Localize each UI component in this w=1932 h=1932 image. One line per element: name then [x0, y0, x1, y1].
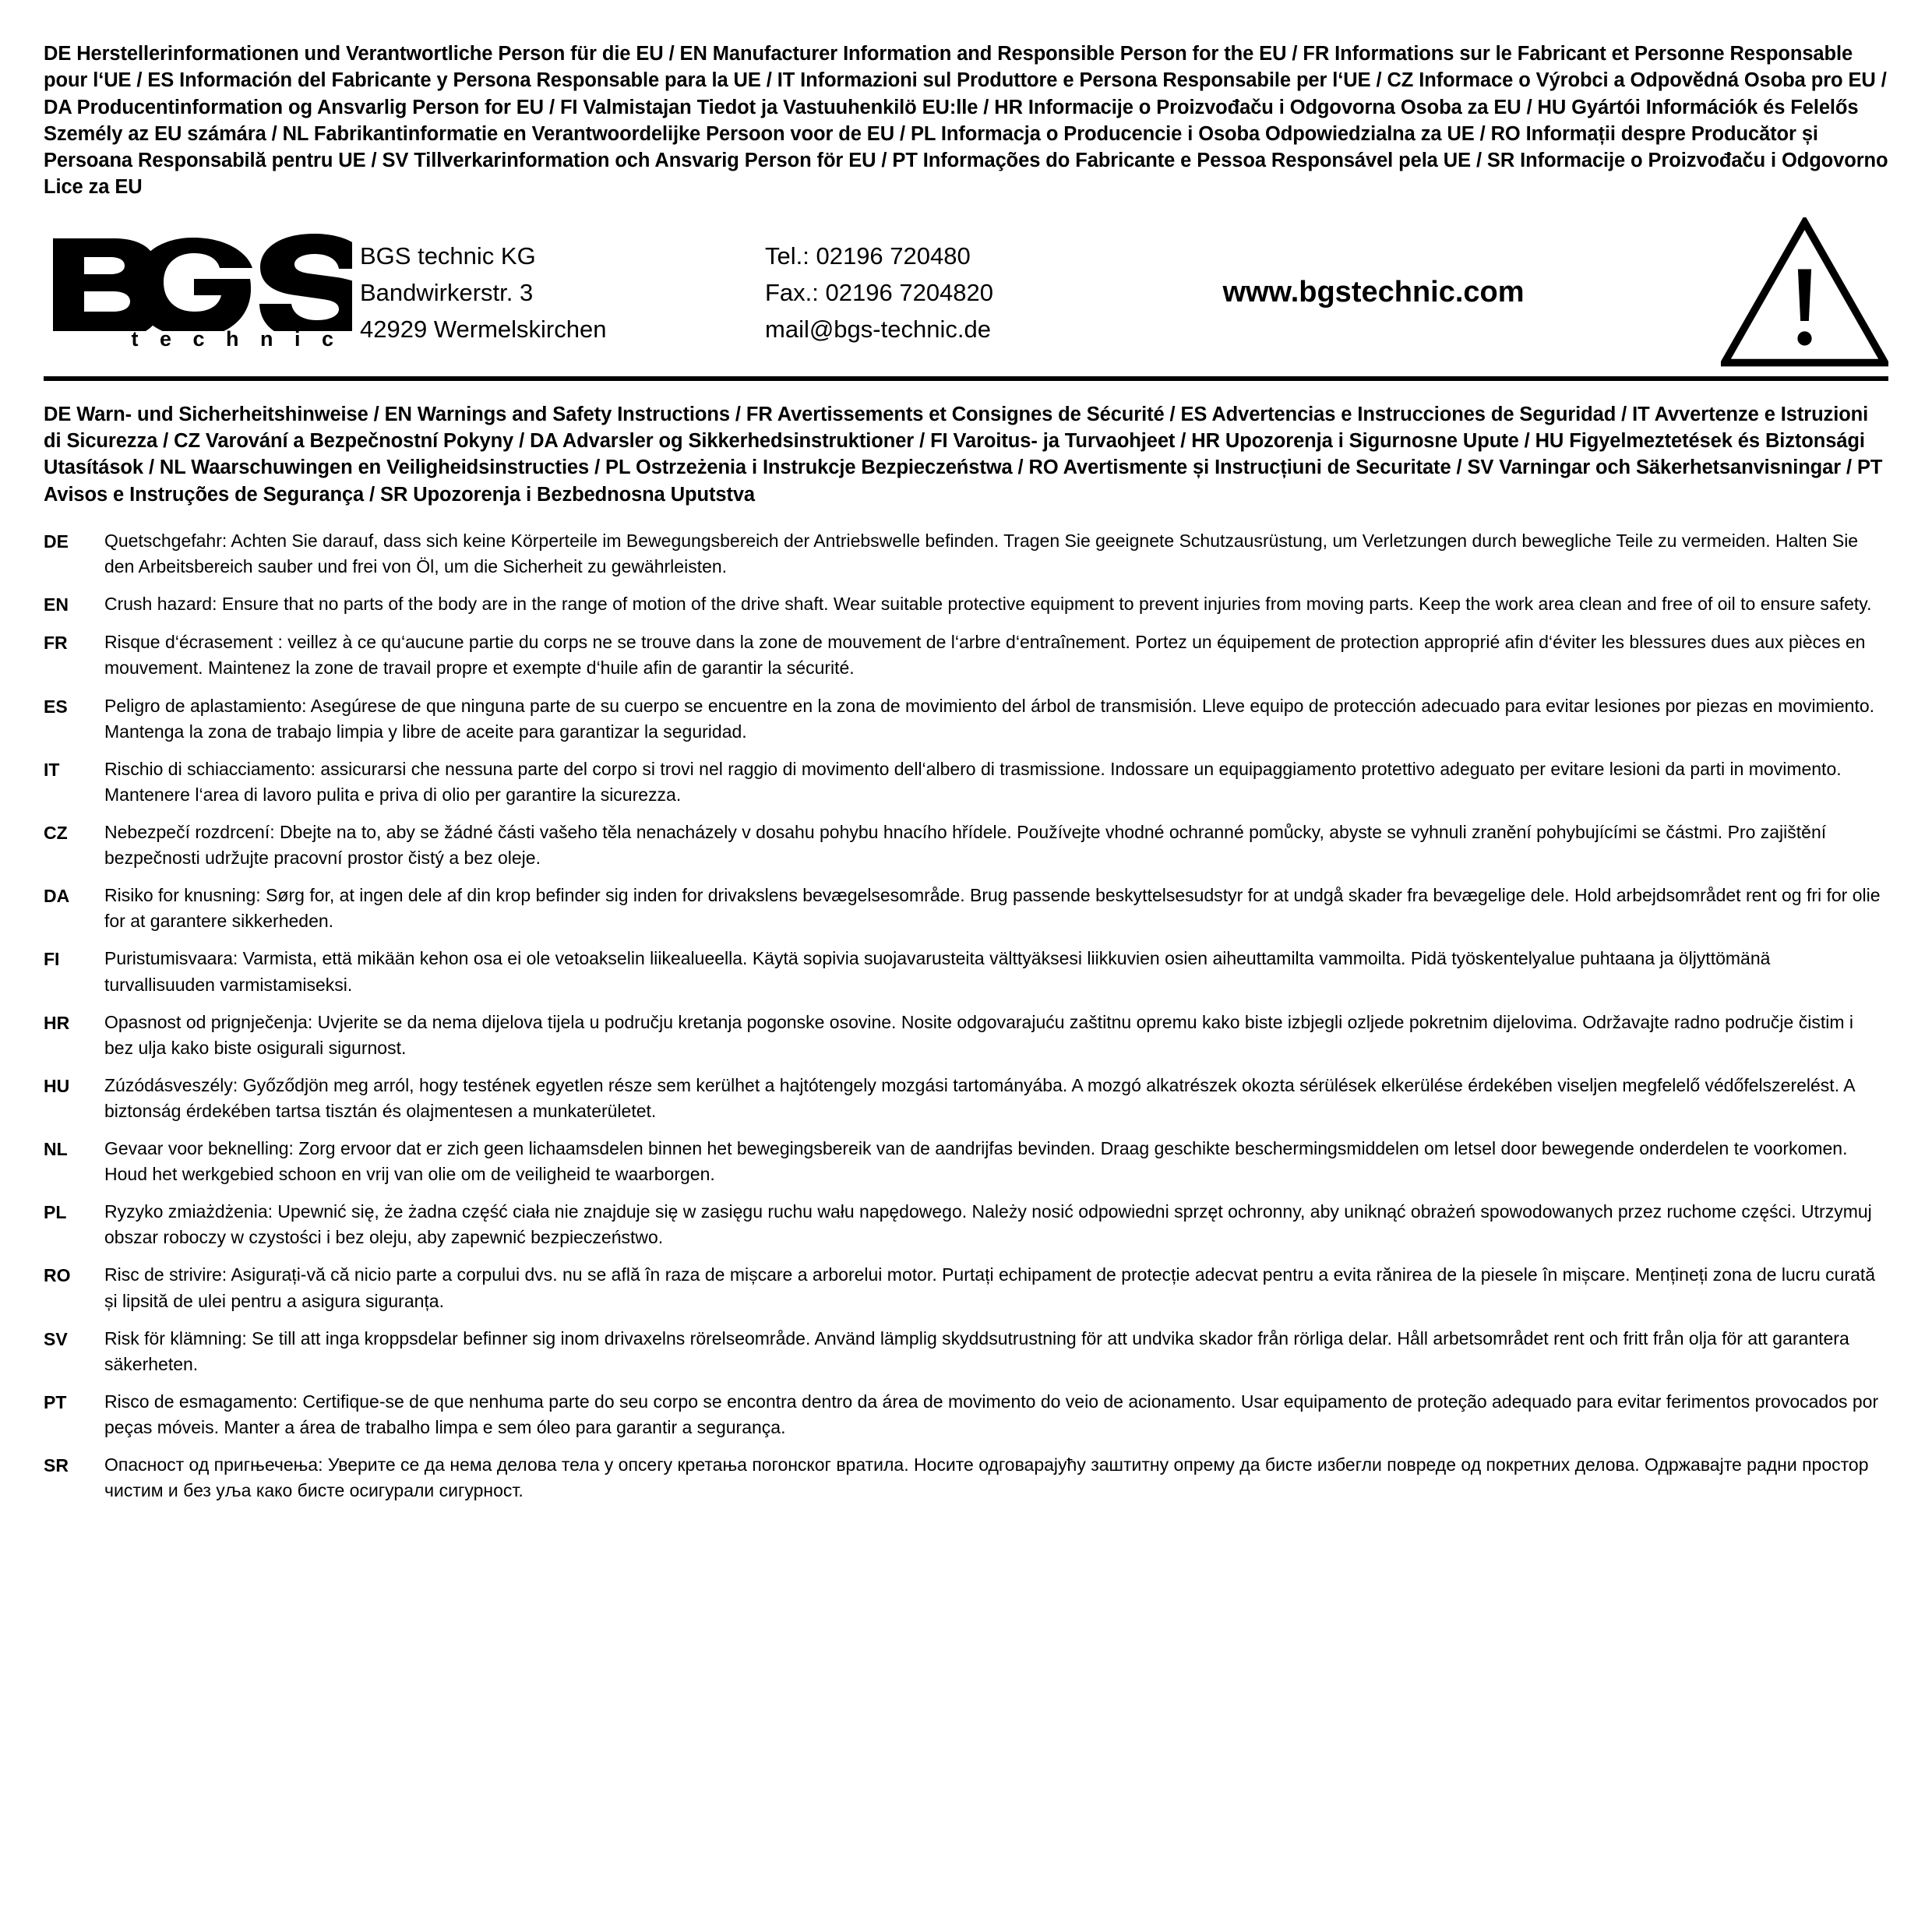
language-code: CZ — [44, 822, 68, 843]
bgs-logo-icon — [48, 234, 352, 331]
company-contact — [765, 238, 1092, 347]
language-code: PT — [44, 1391, 67, 1412]
list-item — [44, 1326, 1888, 1377]
bgs-logo — [44, 234, 360, 351]
company-website: www.bgstechnic.com — [1222, 275, 1525, 308]
company-name: BGS technic KG — [360, 242, 536, 270]
language-code: RO — [44, 1265, 71, 1286]
list-item — [44, 1010, 1888, 1061]
list-item — [44, 1136, 1888, 1187]
language-code: DA — [44, 886, 70, 907]
safety-instructions-list — [44, 528, 1888, 1504]
language-code: NL — [44, 1139, 68, 1160]
company-fax: Fax.: 02196 7204820 — [765, 278, 994, 306]
language-text: Risque d‘écrasement : veillez à ce qu‘aucune partie du corps ne se trouve dans la zone de mouvement de l‘arbre d‘entraînement. Portez un équipement de protection approprié afin d‘éviter les blessures dues aux pièces en mouvement. Maintenez la zone de travail propre et exempte d‘huile afin de garantir la sécurité. — [104, 632, 1866, 679]
language-text: Risk för klämning: Se till att inga kroppsdelar befinner sig inom drivaxelns rörelseområde. Använd lämplig skyddsutrustning för att undvika skador från rörliga delar. Håll arbetsområdet rent och fritt från olja för att garantera säkerheten. — [104, 1327, 1849, 1374]
list-item — [44, 946, 1888, 997]
language-code: DE — [44, 531, 69, 552]
language-text: Опасност од пригњечења: Уверите се да нема делова тела у опсегу кретања погонског вратила. Носите одговарајућу заштитну опрему да бисте избегли повреде од покретних делова. Одржавајте радни простор чистим и без уља како бисте осигурали сигурност. — [104, 1454, 1869, 1501]
language-code: PL — [44, 1202, 67, 1223]
company-address — [360, 238, 765, 347]
list-item — [44, 1452, 1888, 1504]
language-code: ES — [44, 696, 68, 717]
warning-triangle-icon — [1721, 217, 1888, 368]
company-city: 42929 Wermelskirchen — [360, 315, 607, 343]
warnings-heading: DE Warn- und Sicherheitshinweise / EN Warnings and Safety Instructions / FR Avertissements et Consignes de Sécurité / ES Advertencias e Instrucciones de Seguridad / IT Avvertenze e Istruzioni di Sicurezza / CZ Varování a Bezpečnostní Pokyny / DA Advarsler og Sikkerhedsinstruktioner / FI Varoitus- ja Turvaohjeet / HR Upozorenja i Sigurnosne Upute / HU Figyelmeztetések és Biztonsági Utasítások / NL Waarschuwingen en Veiligheidsinstructies / PL Ostrzeżenia i Instrukcje Bezpieczeństwa / RO Avertismente și Instrucțiuni de Securitate / SV Varningar och Säkerhetsanvisningar / PT Avisos e Instruções de Segurança / SR Upozorenja i Bezbednosna Uputstva — [44, 403, 1883, 506]
list-item — [44, 756, 1888, 808]
warning-triangle — [1701, 217, 1888, 368]
list-item — [44, 1199, 1888, 1250]
bgs-logo-subtitle: t e c h n i c — [131, 326, 341, 351]
list-item — [44, 528, 1888, 580]
language-code: FR — [44, 633, 68, 654]
language-text: Peligro de aplastamiento: Asegúrese de que ninguna parte de su cuerpo se encuentre en la zona de movimiento del árbol de transmisión. Lleve equipo de protección adecuado para evitar lesiones por piezas en movimiento. Mantenga la zona de trabajo limpia y libre de aceite para garantizar la seguridad. — [104, 695, 1875, 742]
language-text: Ryzyko zmiażdżenia: Upewnić się, że żadna część ciała nie znajduje się w zasięgu ruchu wału napędowego. Należy nosić odpowiedni sprzęt ochronny, aby uniknąć obrażeń spowodowanych przez ruchome części. Utrzymuj obszar roboczy w czystości i bez oleju, aby zapewnić bezpieczeństwo. — [104, 1201, 1872, 1248]
language-code: IT — [44, 759, 60, 780]
language-text: Risiko for knusning: Sørg for, at ingen dele af din krop befinder sig inden for drivakslens bevægelsesområde. Brug passende beskyttelsesudstyr for at undgå skader fra bevægelige dele. Hold arbejdsområdet rent og fri for olie for at garantere sikkerheden. — [104, 885, 1881, 932]
language-text: Risc de strivire: Asigurați-vă că nicio parte a corpului dvs. nu se află în raza de mișcare a arborelui motor. Purtați echipament de protecție adecvat pentru a evita rănirea de la piesele în mișcare. Mențineți zona de lucru curată și lipsită de ulei pentru a asigura siguranța. — [104, 1264, 1876, 1311]
list-item — [44, 1073, 1888, 1124]
language-code: HU — [44, 1075, 70, 1096]
language-text: Nebezpečí rozdrcení: Dbejte na to, aby se žádné části vašeho těla nenacházely v dosahu pohybu hnacího hřídele. Používejte vhodné ochranné pomůcky, abyste se vyhnuli zranění pohybujícími se částmi. Pro zajištění bezpečnosti udržujte pracovní prostor čistý a bez oleje. — [104, 821, 1827, 869]
language-text: Rischio di schiacciamento: assicurarsi che nessuna parte del corpo si trovi nel raggio di movimento dell‘albero di trasmissione. Indossare un equipaggiamento protettivo adeguato per evitare lesioni da parti in movimento. Mantenere l‘area di lavoro pulita e priva di olio per garantire la sicurezza. — [104, 758, 1842, 805]
language-text: Zúzódásveszély: Győződjön meg arról, hogy testének egyetlen része sem kerülhet a hajtótengely mozgási tartományába. A mozgó alkatrészek okozta sérülések elkerülése érdekében viseljen megfelelő védőfelszerelést. A biztonság érdekében tartsa tisztán és olajmentesen a munkaterületet. — [104, 1074, 1855, 1121]
language-text: Crush hazard: Ensure that no parts of the body are in the range of motion of the drive shaft. Wear suitable protective equipment to prevent injuries from moving parts. Keep the work area clean and free of oil to ensure safety. — [104, 594, 1872, 615]
list-item — [44, 629, 1888, 681]
list-item — [44, 1389, 1888, 1440]
company-telephone: Tel.: 02196 720480 — [765, 242, 971, 270]
company-street: Bandwirkerstr. 3 — [360, 278, 534, 306]
list-item — [44, 820, 1888, 871]
language-text: Gevaar voor beknelling: Zorg ervoor dat er zich geen lichaamsdelen binnen het bewegingsbereik van de aandrijfas bevinden. Draag geschikte beschermingsmiddelen om letsel door bewegende onderdelen te voorkomen. Houd het werkgebied schoon en vrij van olie om de veiligheid te waarborgen. — [104, 1138, 1848, 1185]
language-text: Quetschgefahr: Achten Sie darauf, dass sich keine Körperteile im Bewegungsbereich der Antriebswelle befinden. Tragen Sie geeignete Schutzausrüstung, um Verletzungen durch bewegliche Teile zu vermeiden. Halten Sie den Arbeitsbereich sauber und frei von Öl, um die Sicherheit zu gewährleisten. — [104, 530, 1859, 577]
company-email: mail@bgs-technic.de — [765, 315, 991, 343]
list-item — [44, 883, 1888, 934]
registered-trademark-symbol: ® — [328, 234, 344, 259]
manufacturer-info-heading: DE Herstellerinformationen und Verantwortliche Person für die EU / EN Manufacturer Information and Responsible Person for the EU / FR Informations sur le Fabricant et Personne Responsable pour l‘UE / ES Información del Fabricante y Persona Responsable para la UE / IT Informazioni sul Produttore e Persona Responsabile per l‘UE / CZ Informace o Výrobci a Odpovědná Osoba pro EU / DA Producentinformation og Ansvarlig Person for EU / FI Valmistajan Tiedot ja Vastuuhenkilö EU:lle / HR Informacije o Proizvođaču i Odgovorna Osoba za EU / HU Gyártói Információk és Felelős Személy az EU számára / NL Fabrikantinformatie en Verantwoordelijke Persoon voor de EU / PL Informacja o Producencie i Osoba Odpowiedzialna za UE / RO Informații despre Producător și Persoana Responsabilă pentru UE / SV Tillverkarinformation och Ansvarig Person för EU / PT Informações do Fabricante e Pessoa Responsável pela UE / SR Informacije o Proizvođaču i Odgovorno Lice za EU — [44, 43, 1888, 199]
list-item — [44, 1262, 1888, 1313]
language-text: Puristumisvaara: Varmista, että mikään kehon osa ei ole vetoakselin liikealueella. Käytä sopivia suojavarusteita välttyäksesi liikkuvien osien aiheuttamilta vammoilta. Pidä työskentelyalue puhtaana ja öljyttömänä turvallisuuden varmistamiseksi. — [104, 948, 1771, 995]
language-code: SV — [44, 1328, 68, 1349]
language-code: FI — [44, 949, 60, 970]
language-text: Opasnost od prignječenja: Uvjerite se da nema dijelova tijela u području kretanja pogonske osovine. Nosite odgovarajuću zaštitnu opremu kako biste izbjegli ozljede pokretnim dijelovima. Održavajte radno područje čistim i bez ulja kako biste osigurali sigurnost. — [104, 1011, 1853, 1058]
language-code: HR — [44, 1012, 70, 1033]
language-code: EN — [44, 594, 69, 615]
list-item — [44, 591, 1888, 618]
list-item — [44, 693, 1888, 745]
language-code: SR — [44, 1455, 69, 1476]
language-text: Risco de esmagamento: Certifique-se de que nenhuma parte do seu corpo se encontra dentro da área de movimento do veio de acionamento. Usar equipamento de proteção adequado para evitar ferimentos provocados por peças móveis. Manter a área de trabalho limpa e sem óleo para garantir a segurança. — [104, 1391, 1879, 1438]
company-info-band — [44, 209, 1888, 381]
